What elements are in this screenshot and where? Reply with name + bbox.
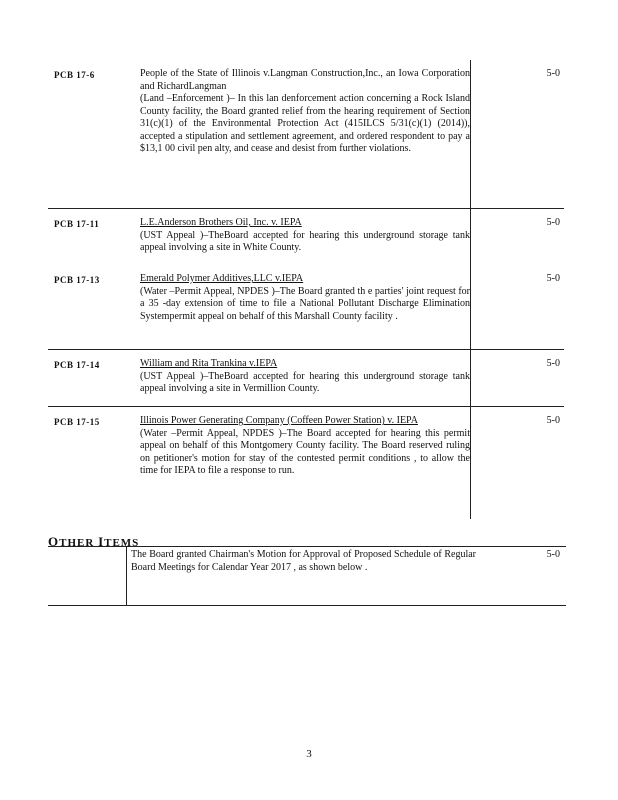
other-items-blank-cell: [48, 547, 127, 605]
case-caption: Emerald Polymer Additives,LLC v.IEPA: [140, 273, 304, 284]
vote-cell: [470, 350, 564, 406]
case-row: [48, 407, 564, 519]
vote-result: 5-0: [546, 273, 560, 284]
case-number: PCB 17-15: [54, 417, 100, 427]
case-body: (Land –Enforcement )– In this lan denforcement action concerning a Rock Island County facility, the Board granted relief from the hearing requirement of Section 31(c)(1) of the Environmental Protection Act (415ILCS 5/31(c)(1) (2014)), accepted a stipulation and settlement agreement, and ordered respondent to pay a $13,1 00 civil pen alty, and cease and desist from further violations.: [140, 93, 470, 154]
case-row: [48, 265, 564, 350]
case-description: [132, 265, 470, 349]
vote-result: 5-0: [546, 68, 560, 79]
case-table: [48, 60, 564, 519]
case-row: [48, 209, 564, 265]
case-number: PCB 17-6: [54, 70, 95, 80]
case-description: [132, 407, 470, 519]
case-body: (Water –Permit Appeal, NPDES )–The Board granted th e parties' joint request for a 35 -day extension of time to file a National Pollutant Discharge Elimination Systempermit appeal on behalf of this Marshall County facility .: [140, 285, 470, 322]
case-number: PCB 17-14: [54, 360, 100, 370]
vote-result: 5-0: [546, 358, 560, 369]
vote-cell: [470, 407, 564, 519]
vote-cell: [470, 60, 564, 208]
case-row: [48, 60, 564, 209]
vote-result: 5-0: [546, 217, 560, 228]
case-number: PCB 17-11: [54, 219, 100, 229]
case-caption: Illinois Power Generating Company (Coffeen Power Station) v. IEPA: [140, 415, 418, 426]
page-number: 3: [306, 748, 312, 760]
case-caption: William and Rita Trankina v.IEPA: [140, 358, 278, 369]
case-number: PCB 17-13: [54, 275, 100, 285]
case-description: [132, 209, 470, 265]
case-body: (UST Appeal )–TheBoard accepted for hearing this underground storage tank appeal involving a site in White County.: [140, 229, 470, 253]
case-row: [48, 350, 564, 407]
other-items-table: [48, 546, 566, 606]
vote-result: 5-0: [546, 549, 560, 560]
case-body: (Water –Permit Appeal, NPDES )–The Board accepted for hearing this permit appeal on behalf of this Montgomery County facility. The Board reserved ruling on petitioner's motion for stay of the contested permit conditions , to allow the time for IEPA to file a response to run.: [140, 427, 470, 476]
vote-result: 5-0: [546, 415, 560, 426]
case-body: (UST Appeal )–TheBoard accepted for hearing this underground storage tank appeal involving a site in Vermillion County.: [140, 370, 470, 394]
case-lead: People of the State of Illinois v.Langman Construction,Inc., an Iowa Corporation and RichardLangman: [140, 68, 470, 92]
case-description: [132, 60, 470, 208]
vote-cell: [476, 547, 566, 605]
case-description: [132, 350, 470, 406]
case-caption: L.E.Anderson Brothers Oil, Inc. v. IEPA: [140, 217, 302, 228]
other-items-heading: OTHER ITEMS: [48, 534, 140, 549]
other-item-description: The Board granted Chairman's Motion for Approval of Proposed Schedule of Regular Board Meetings for Calendar Year 2017 , as shown below .: [131, 549, 476, 573]
vote-cell: [470, 265, 564, 349]
vote-cell: [470, 209, 564, 265]
